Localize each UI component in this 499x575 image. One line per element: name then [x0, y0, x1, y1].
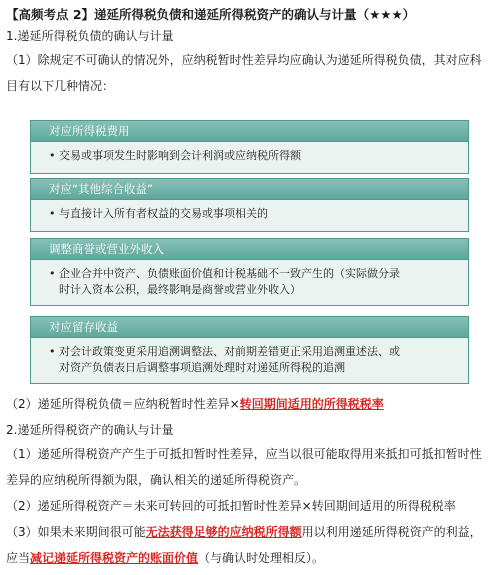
case-box-text-line2: 对资产负债表日后调整事项追溯处理时对递延所得税的追溯 [59, 361, 345, 374]
rating-stars: （★★★） [356, 7, 416, 22]
section2-p1-line2: 差异的应纳税所得额为限，确认相关的递延所得税资产。 [6, 473, 307, 487]
liability-formula [6, 396, 494, 413]
section-heading [6, 6, 496, 24]
bullet-icon: • [49, 267, 56, 280]
case-box-title: 调整商誉或营业外收入 [31, 239, 468, 260]
bullet-icon: • [49, 149, 56, 162]
section2-p2: （2）递延所得税资产＝未来可转回的可抵扣暂时性差异×转回期间适用的所得税税率 [6, 499, 456, 513]
p3-highlight: 无法获得足够的应纳税所得额 [145, 525, 302, 539]
heading-text: 【高频考点 2】递延所得税负债和递延所得税资产的确认与计量 [6, 7, 357, 22]
section1-title: 1.递延所得税负债的确认与计量 [6, 29, 174, 43]
case-box-text-line1: 对会计政策变更采用追溯调整法、对前期差错更正采用追溯重述法、或 [59, 345, 400, 358]
section2-title: 2.递延所得税资产的确认与计量 [6, 423, 174, 437]
case-box-goodwill [30, 238, 469, 306]
case-box-body [31, 142, 468, 170]
case-box-text: 与直接计入所有者权益的交易或事项相关的 [59, 207, 268, 220]
case-box-title: 对应留存收益 [31, 317, 468, 338]
case-box-other-comprehensive-income [30, 178, 469, 232]
case-box-body [31, 200, 468, 228]
formula-highlight: 转回期间适用的所得税税率 [239, 397, 384, 411]
p4-suffix: （与确认时处理相反）。 [198, 551, 325, 565]
case-box-title: 对应所得税费用 [31, 121, 468, 142]
case-box-text-line1: 企业合并中资产、负债账面价值和计税基础不一致产生的（实际做分录 [59, 267, 400, 280]
case-box-body [31, 260, 468, 304]
case-box-retained-earnings [30, 316, 469, 384]
section1-intro-line1: （1）除规定不可确认的情况外，应纳税暂时性差异均应确认为递延所得税负债，其对应科 [6, 53, 482, 67]
formula-text: （2）递延所得税负债＝应纳税暂时性差异× [6, 397, 240, 411]
section2-p1-line1: （1）递延所得税资产产生于可抵扣暂时性差异，应当以很可能取得用来抵扣可抵扣暂时性 [6, 447, 482, 461]
section1-intro-line2: 目有以下几种情况： [6, 79, 115, 93]
p4-highlight: 减记递延所得税资产的账面价值 [30, 551, 199, 565]
case-box-title: 对应“其他综合收益” [31, 179, 468, 200]
case-box-income-tax-expense [30, 120, 469, 174]
case-box-text-line2: 时计入资本公积，最终影响是商誉或营业外收入） [59, 283, 301, 296]
bullet-icon: • [49, 345, 56, 358]
case-box-body [31, 338, 468, 382]
case-box-text: 交易或事项发生时影响到会计利润或应纳税所得额 [59, 149, 301, 162]
p3-suffix: 用以利用递延所得税资产的利益， [301, 525, 482, 539]
bullet-icon: • [49, 207, 56, 220]
p3-prefix: （3）如果未来期间很可能 [6, 525, 146, 539]
p4-prefix: 应当 [6, 551, 31, 565]
section2-p4 [6, 550, 494, 567]
section2-p3 [6, 524, 494, 541]
